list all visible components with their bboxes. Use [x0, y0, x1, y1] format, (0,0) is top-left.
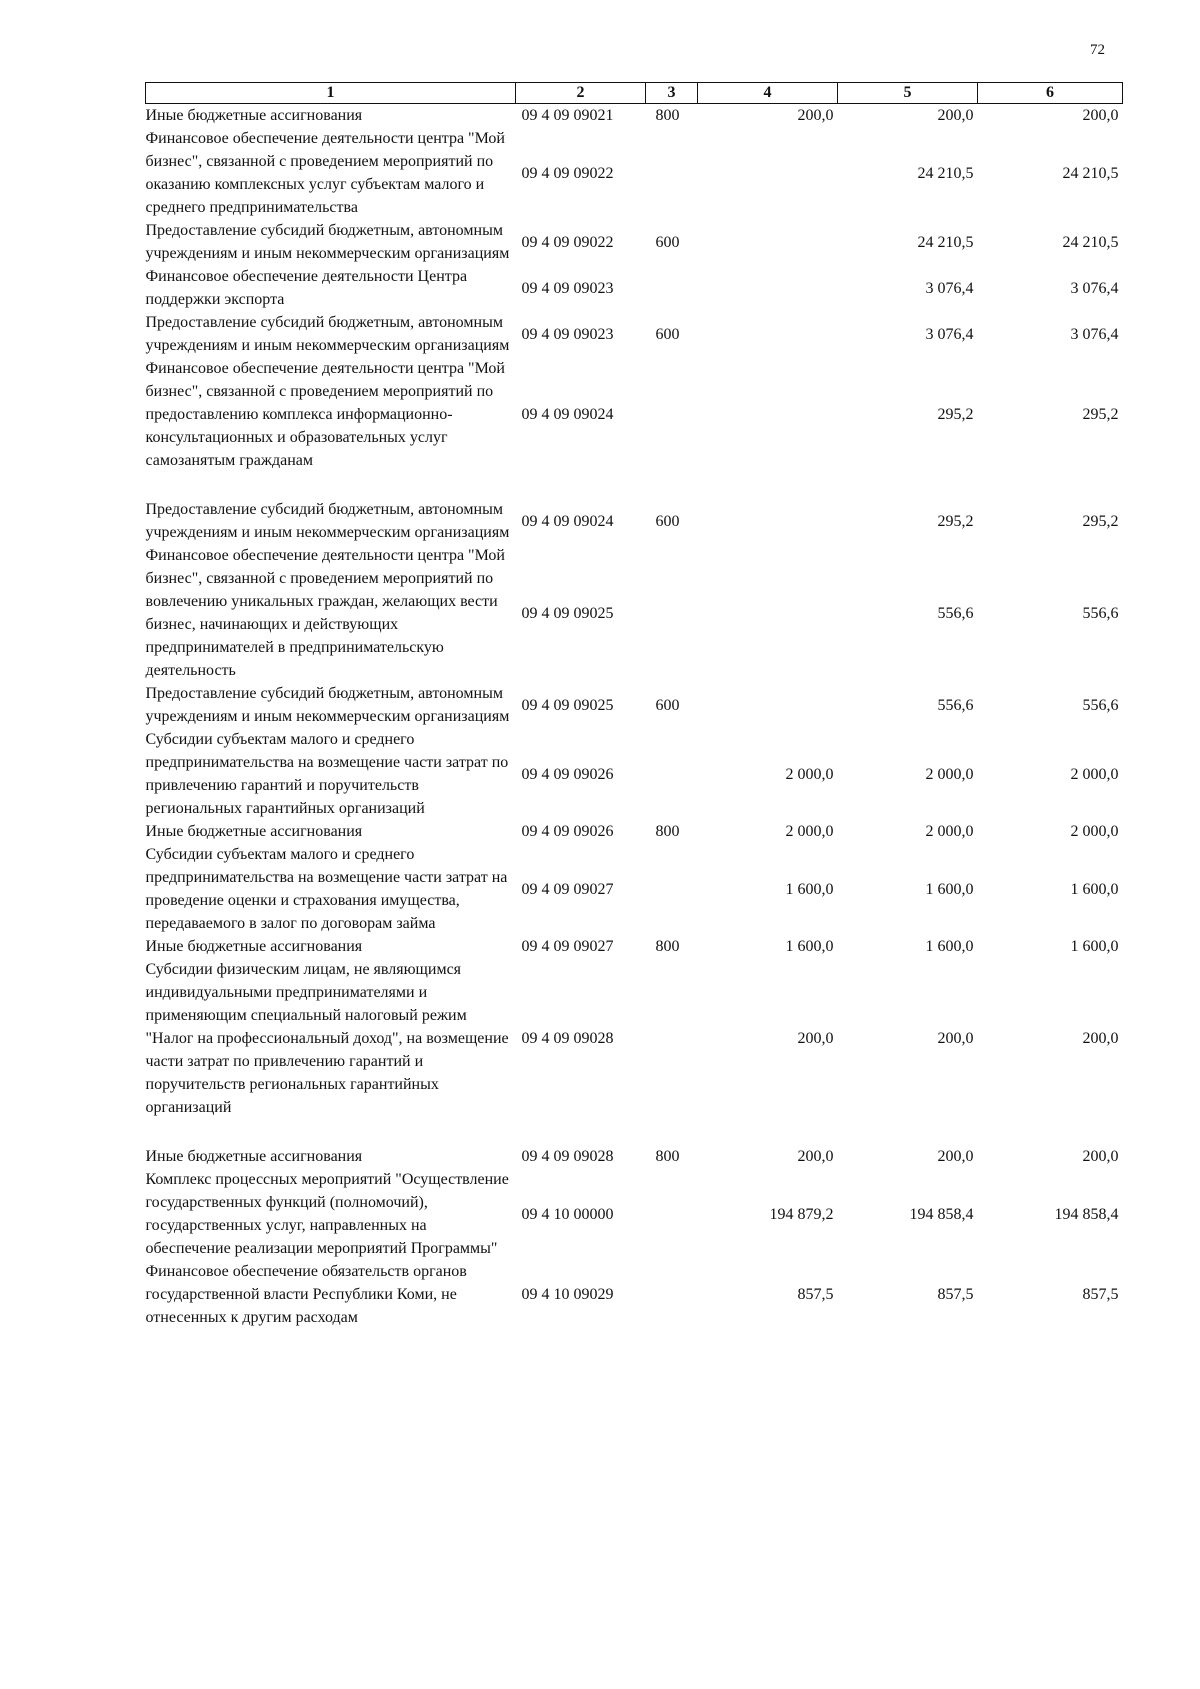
- table-row: [146, 219, 1123, 265]
- row-value-col4: [698, 219, 838, 265]
- row-value-col4: [698, 682, 838, 728]
- row-value-col5: 1 600,0: [925, 938, 974, 955]
- header-col-5: 5: [838, 83, 978, 104]
- table-body: [146, 104, 1123, 1330]
- row-name: Субсидии субъектам малого и среднего предпринимательства на возмещение части затрат по привлечению гарантий и поручительств региональных гарантийных организаций: [145, 731, 509, 817]
- row-target-code: 09 4 10 00000: [521, 1205, 614, 1223]
- row-value-col6: 857,5: [1082, 1286, 1119, 1303]
- row-target-code: 09 4 09 09027: [521, 880, 614, 898]
- table-row: [146, 544, 1123, 682]
- row-expense-type: [646, 843, 698, 935]
- row-expense-type: 800: [655, 1148, 680, 1165]
- row-value-col5: 200,0: [937, 107, 974, 124]
- row-value-col4: 200,0: [797, 107, 834, 124]
- row-value-col5: 24 210,5: [917, 164, 974, 182]
- table-row: [146, 820, 1123, 843]
- row-value-col4: 1 600,0: [785, 938, 834, 955]
- row-name: Финансовое обеспечение деятельности центра "Мой бизнес", связанной с проведением мероприятий по вовлечению уникальных граждан, желающих вести бизнес, начинающих и действующих предпринимателей в предпринимательскую деятельность: [145, 547, 505, 679]
- row-value-col4: [698, 357, 838, 472]
- row-spacer: [146, 472, 1123, 498]
- table-row: [146, 265, 1123, 311]
- row-name: Предоставление субсидий бюджетным, автономным учреждениям и иным некоммерческим организациям: [145, 685, 510, 725]
- row-name: Субсидии физическим лицам, не являющимся индивидуальными предпринимателями и применяющим специальный налоговый режим "Налог на профессиональный доход", на возмещение части затрат по привлечению гарантий и поручительств региональных гарантийных организаций: [145, 961, 509, 1116]
- row-value-col5: 194 858,4: [909, 1205, 974, 1223]
- table-row: [146, 935, 1123, 958]
- page-number: 72: [1090, 42, 1105, 58]
- row-value-col4: [698, 498, 838, 544]
- table-row: [146, 104, 1123, 128]
- row-expense-type: [646, 357, 698, 472]
- row-target-code: 09 4 09 09021: [521, 107, 614, 124]
- row-value-col4: [698, 127, 838, 219]
- header-col-3: 3: [646, 83, 698, 104]
- row-value-col6: 24 210,5: [1062, 164, 1119, 182]
- row-value-col4: 2 000,0: [785, 823, 834, 840]
- table-row: [146, 127, 1123, 219]
- row-value-col4: 200,0: [797, 1030, 834, 1047]
- row-value-col5: 200,0: [937, 1030, 974, 1047]
- row-value-col4: 857,5: [797, 1286, 834, 1303]
- row-value-col5: 295,2: [937, 406, 974, 423]
- row-value-col6: 200,0: [1082, 1030, 1119, 1047]
- row-name: Финансовое обеспечение деятельности центра "Мой бизнес", связанной с проведением мероприятий по предоставлению комплекса информационно-консультационных и образовательных услуг самозанятым гражданам: [145, 360, 505, 469]
- row-expense-type: 600: [655, 233, 680, 251]
- row-value-col4: [698, 544, 838, 682]
- row-spacer-cell: [146, 1119, 1123, 1145]
- row-expense-type: 800: [655, 107, 680, 124]
- row-value-col6: 194 858,4: [1054, 1205, 1119, 1223]
- row-name: Финансовое обеспечение деятельности центра "Мой бизнес", связанной с проведением мероприятий по оказанию комплексных услуг субъектам малого и среднего предпринимательства: [145, 130, 505, 216]
- row-expense-type: [646, 1168, 698, 1260]
- row-value-col4: [698, 311, 838, 357]
- row-target-code: 09 4 09 09022: [521, 233, 614, 251]
- row-target-code: 09 4 09 09023: [521, 325, 614, 343]
- row-value-col6: 295,2: [1082, 406, 1119, 423]
- row-value-col6: 200,0: [1082, 1148, 1119, 1165]
- table-row: [146, 1260, 1123, 1329]
- table-row: [146, 728, 1123, 820]
- row-value-col4: 2 000,0: [785, 765, 834, 783]
- row-name: Иные бюджетные ассигнования: [145, 1148, 363, 1165]
- row-expense-type: [646, 127, 698, 219]
- row-value-col5: 556,6: [937, 604, 974, 622]
- row-name: Финансовое обеспечение деятельности Центра поддержки экспорта: [145, 268, 468, 308]
- row-value-col6: 200,0: [1082, 107, 1119, 124]
- row-target-code: 09 4 09 09027: [521, 938, 614, 955]
- row-expense-type: [646, 544, 698, 682]
- table-header: [146, 83, 1123, 104]
- row-name: Предоставление субсидий бюджетным, автономным учреждениям и иным некоммерческим организациям: [145, 314, 510, 354]
- row-name: Предоставление субсидий бюджетным, автономным учреждениям и иным некоммерческим организациям: [145, 501, 510, 541]
- row-value-col4: 200,0: [797, 1148, 834, 1165]
- row-value-col6: 2 000,0: [1070, 823, 1119, 840]
- row-value-col5: 3 076,4: [925, 325, 974, 343]
- row-value-col5: 556,6: [937, 696, 974, 714]
- row-value-col5: 24 210,5: [917, 233, 974, 251]
- row-target-code: 09 4 09 09026: [521, 823, 614, 840]
- row-value-col4: [698, 265, 838, 311]
- row-value-col5: 857,5: [937, 1286, 974, 1303]
- row-spacer-cell: [146, 472, 1123, 498]
- row-target-code: 09 4 09 09026: [521, 765, 614, 783]
- row-name: Финансовое обеспечение обязательств органов государственной власти Республики Коми, не отнесенных к другим расходам: [145, 1263, 467, 1326]
- row-value-col6: 3 076,4: [1070, 279, 1119, 297]
- row-value-col6: 24 210,5: [1062, 233, 1119, 251]
- row-name: Иные бюджетные ассигнования: [145, 107, 363, 124]
- row-value-col6: 556,6: [1082, 696, 1119, 714]
- row-expense-type: 600: [655, 696, 680, 714]
- row-expense-type: [646, 958, 698, 1119]
- row-value-col6: 3 076,4: [1070, 325, 1119, 343]
- row-target-code: 09 4 09 09024: [521, 406, 614, 423]
- header-col-4: 4: [698, 83, 838, 104]
- row-value-col6: 2 000,0: [1070, 765, 1119, 783]
- row-value-col6: 1 600,0: [1070, 938, 1119, 955]
- row-target-code: 09 4 09 09023: [521, 279, 614, 297]
- row-target-code: 09 4 09 09025: [521, 604, 614, 622]
- row-expense-type: 800: [655, 938, 680, 955]
- row-target-code: 09 4 09 09028: [521, 1148, 614, 1165]
- budget-table-container: [145, 82, 1122, 1329]
- row-value-col4: 1 600,0: [785, 880, 834, 898]
- table-row: [146, 311, 1123, 357]
- row-value-col5: 2 000,0: [925, 765, 974, 783]
- table-row: [146, 1168, 1123, 1260]
- row-expense-type: 800: [655, 823, 680, 840]
- row-spacer: [146, 1119, 1123, 1145]
- row-name: Субсидии субъектам малого и среднего предпринимательства на возмещение части затрат на проведение оценки и страхования имущества, передаваемого в залог по договорам займа: [145, 846, 508, 932]
- row-value-col6: 295,2: [1082, 512, 1119, 530]
- header-row: [146, 83, 1123, 104]
- row-value-col5: 2 000,0: [925, 823, 974, 840]
- table-row: [146, 1145, 1123, 1168]
- row-name: Предоставление субсидий бюджетным, автономным учреждениям и иным некоммерческим организациям: [145, 222, 510, 262]
- row-expense-type: 600: [655, 512, 680, 530]
- row-value-col5: 3 076,4: [925, 279, 974, 297]
- row-name: Иные бюджетные ассигнования: [145, 823, 363, 840]
- row-expense-type: [646, 265, 698, 311]
- row-value-col5: 200,0: [937, 1148, 974, 1165]
- table-row: [146, 357, 1123, 472]
- row-target-code: 09 4 09 09024: [521, 512, 614, 530]
- header-col-6: 6: [978, 83, 1123, 104]
- row-value-col5: 1 600,0: [925, 880, 974, 898]
- table-row: [146, 843, 1123, 935]
- row-value-col6: 1 600,0: [1070, 880, 1119, 898]
- header-col-1: 1: [146, 83, 516, 104]
- row-expense-type: 600: [655, 325, 680, 343]
- row-value-col5: 295,2: [937, 512, 974, 530]
- row-value-col4: 194 879,2: [769, 1205, 834, 1223]
- row-target-code: 09 4 09 09022: [521, 164, 614, 182]
- table-row: [146, 958, 1123, 1119]
- row-expense-type: [646, 728, 698, 820]
- budget-table: [145, 82, 1123, 1329]
- row-expense-type: [646, 1260, 698, 1329]
- table-row: [146, 682, 1123, 728]
- table-row: [146, 498, 1123, 544]
- row-target-code: 09 4 10 09029: [521, 1286, 614, 1303]
- row-target-code: 09 4 09 09025: [521, 696, 614, 714]
- row-name: Комплекс процессных мероприятий "Осуществление государственных функций (полномочий), государственных услуг, направленных на обеспечение реализации мероприятий Программы": [145, 1171, 509, 1257]
- row-name: Иные бюджетные ассигнования: [145, 938, 363, 955]
- row-value-col6: 556,6: [1082, 604, 1119, 622]
- row-target-code: 09 4 09 09028: [521, 1030, 614, 1047]
- header-col-2: 2: [516, 83, 646, 104]
